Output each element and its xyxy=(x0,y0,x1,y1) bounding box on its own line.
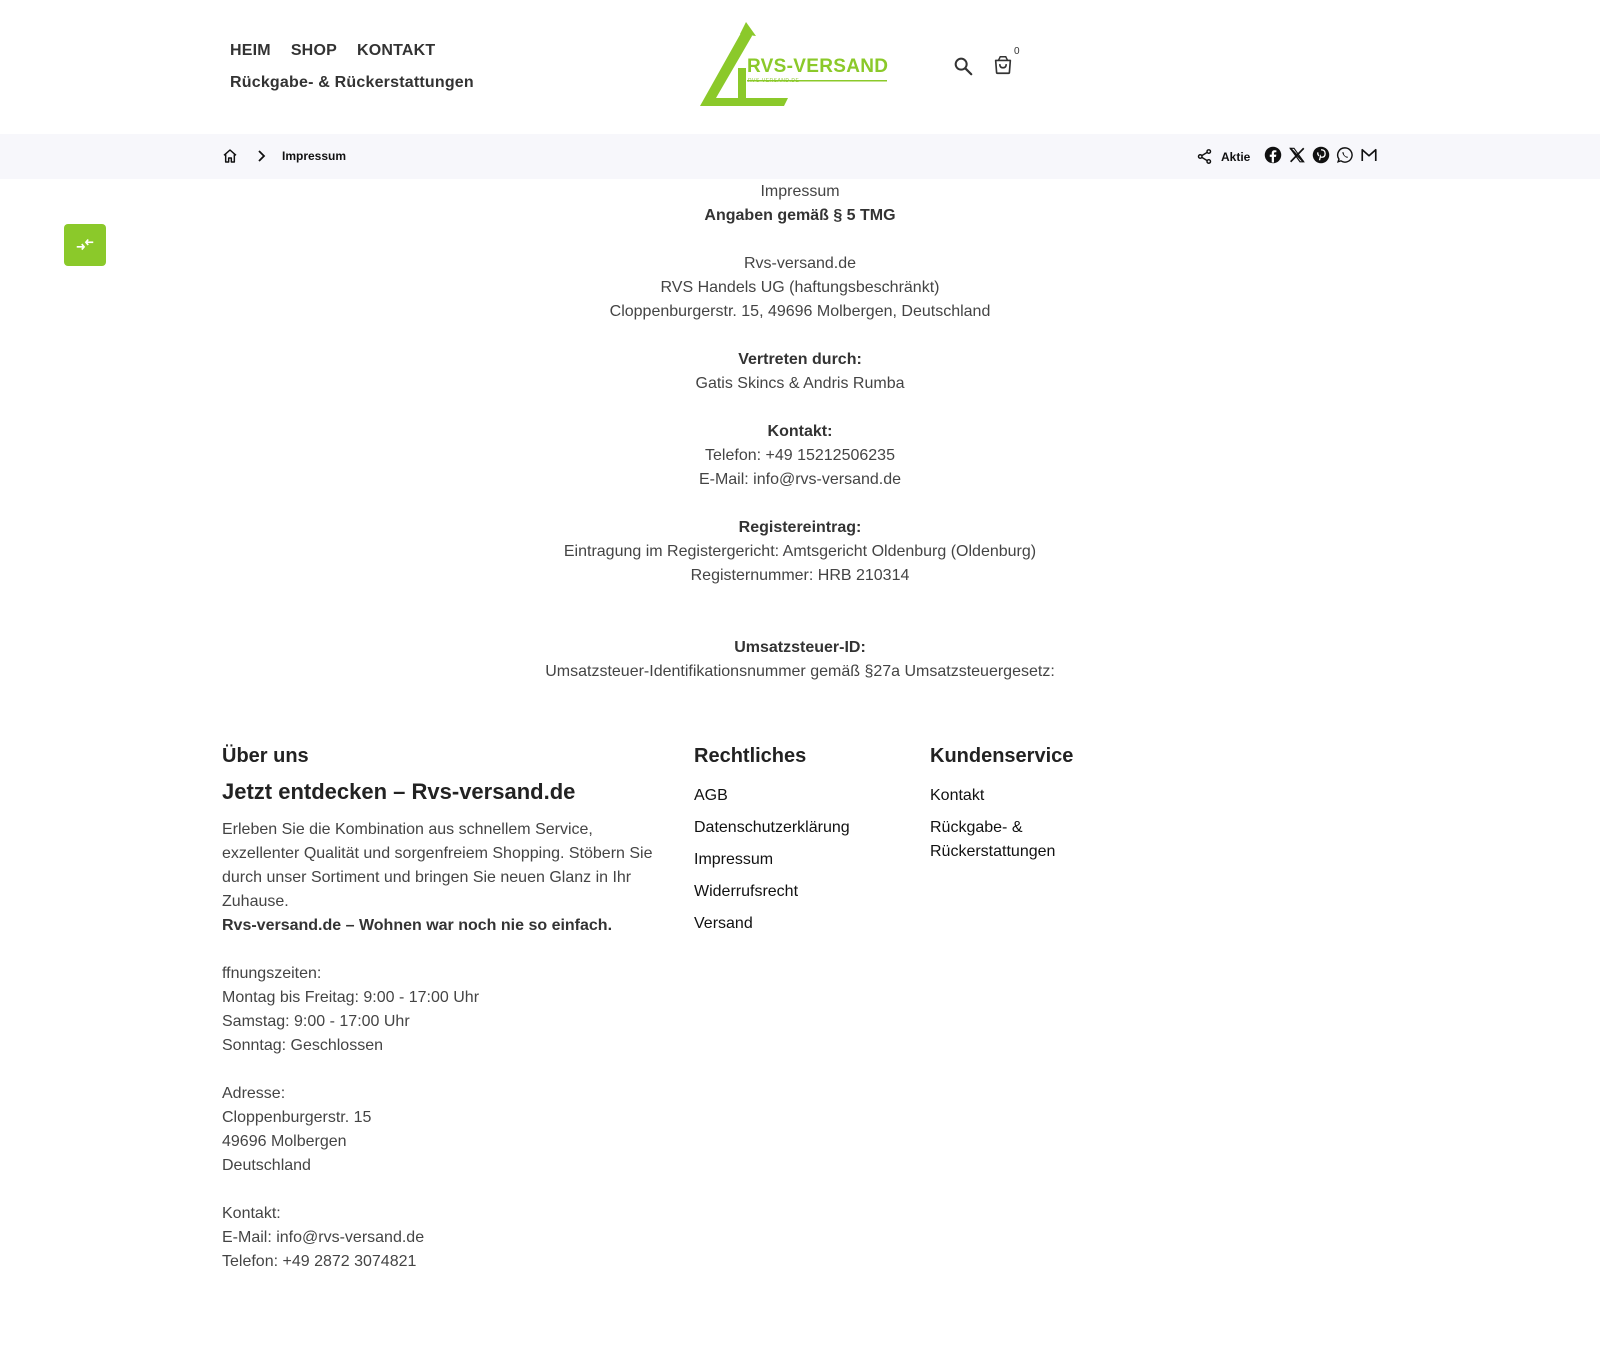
spacer xyxy=(400,324,1200,348)
shopping-bag-icon xyxy=(992,54,1014,76)
nav-link-shop[interactable]: SHOP xyxy=(290,42,337,59)
hours-sunday: Sonntag: Geschlossen xyxy=(222,1037,383,1054)
breadcrumb-home[interactable] xyxy=(222,148,240,166)
breadcrumb-current: Impressum xyxy=(282,149,347,163)
footer-link-datenschutz[interactable]: Datenschutzerklärung xyxy=(694,819,850,836)
site-header xyxy=(0,0,1600,134)
cart-count-badge: 0 xyxy=(1014,46,1020,57)
hours-weekday: Montag bis Freitag: 9:00 - 17:00 Uhr xyxy=(222,989,480,1006)
footer-link-kontakt[interactable]: Kontakt xyxy=(930,787,985,804)
footer-intro: Erleben Sie die Kombination aus schnellem Service, exzellenter Qualität und sorgenfreiem Shopping. Stöbern Sie durch unser Sortiment und bringen Sie neuen Glanz in Ihr Zuhause. xyxy=(222,821,653,910)
site-logo[interactable] xyxy=(700,20,900,110)
x-twitter-icon[interactable] xyxy=(1288,146,1308,166)
search-button[interactable] xyxy=(952,55,974,77)
facebook-icon[interactable] xyxy=(1264,146,1284,166)
register-label: Registereintrag: xyxy=(738,519,862,536)
footer-about-subheading: Jetzt entdecken – Rvs-versand.de xyxy=(222,779,576,804)
footer-legal xyxy=(694,740,914,944)
spacer xyxy=(400,588,1200,612)
spacer xyxy=(400,492,1200,516)
nav-link-kontakt[interactable]: KONTAKT xyxy=(356,42,436,59)
share-icon[interactable] xyxy=(1196,148,1214,166)
register-court: Eintragung im Registergericht: Amtsgericht Oldenburg (Oldenburg) xyxy=(563,543,1037,560)
search-icon xyxy=(952,55,974,77)
hours-label: ffnungszeiten: xyxy=(222,965,322,982)
footer-link-impressum[interactable]: Impressum xyxy=(694,851,774,868)
footer-contact-phone: Telefon: +49 2872 3074821 xyxy=(222,1253,417,1270)
vat-label: Umsatzsteuer-ID: xyxy=(734,639,866,656)
footer-link-agb[interactable]: AGB xyxy=(694,787,728,804)
whatsapp-icon[interactable] xyxy=(1336,146,1356,166)
page-title: Impressum xyxy=(760,183,840,200)
footer-link-versand[interactable]: Versand xyxy=(694,915,753,932)
footer-link-widerrufsrecht[interactable]: Widerrufsrecht xyxy=(694,883,799,900)
sidebar-toggle-button[interactable] xyxy=(64,224,106,266)
spacer xyxy=(222,938,662,962)
address-country: Deutschland xyxy=(222,1157,311,1174)
footer-about xyxy=(222,740,662,1274)
breadcrumb xyxy=(0,134,1600,179)
chevron-right-icon xyxy=(256,149,268,163)
compress-arrows-icon xyxy=(74,234,96,256)
address-city: 49696 Molbergen xyxy=(222,1133,347,1150)
represented-label: Vertreten durch: xyxy=(738,351,862,368)
address-street: Cloppenburgerstr. 15 xyxy=(222,1109,372,1126)
pinterest-icon[interactable] xyxy=(1312,146,1332,166)
company-site: Rvs-versand.de xyxy=(743,255,857,272)
logo-wordmark: RVS-VERSAND xyxy=(747,56,889,77)
spacer xyxy=(222,1178,662,1202)
company-address: Cloppenburgerstr. 15, 49696 Molbergen, Deutschland xyxy=(609,303,991,320)
section-heading-tmg: Angaben gemäß § 5 TMG xyxy=(704,207,896,224)
share-label[interactable]: Aktie xyxy=(1221,150,1251,164)
spacer xyxy=(400,396,1200,420)
logo-subtext: RVS-VERSAND.DE xyxy=(748,78,800,84)
nav-link-returns[interactable]: Rückgabe- & Rückerstattungen xyxy=(230,74,474,91)
footer-about-heading: Über uns xyxy=(222,745,309,767)
hours-saturday: Samstag: 9:00 - 17:00 Uhr xyxy=(222,1013,410,1030)
nav-link-heim[interactable]: HEIM xyxy=(230,42,271,59)
contact-email: E-Mail: info@rvs-versand.de xyxy=(698,471,902,488)
register-number: Registernummer: HRB 210314 xyxy=(690,567,910,584)
address-label: Adresse: xyxy=(222,1085,286,1102)
footer-service-heading: Kundenservice xyxy=(930,745,1074,767)
company-name: RVS Handels UG (haftungsbeschränkt) xyxy=(660,279,940,296)
main-nav xyxy=(230,40,474,94)
vat-text: Umsatzsteuer-Identifikationsnummer gemäß §27a Umsatzsteuergesetz: xyxy=(545,663,1055,680)
contact-label: Kontakt: xyxy=(767,423,833,440)
impressum-content xyxy=(400,180,1200,684)
footer-contact-label: Kontakt: xyxy=(222,1205,281,1222)
represented-names: Gatis Skincs & Andris Rumba xyxy=(695,375,905,392)
footer-service xyxy=(930,740,1100,872)
spacer xyxy=(222,1058,662,1082)
footer-legal-heading: Rechtliches xyxy=(694,745,807,767)
footer-contact-email: E-Mail: info@rvs-versand.de xyxy=(222,1229,425,1246)
footer-slogan: Rvs-versand.de – Wohnen war noch nie so einfach. xyxy=(222,917,613,934)
mail-icon[interactable] xyxy=(1360,146,1380,166)
footer-link-returns[interactable]: Rückgabe- & Rückerstattungen xyxy=(930,819,1056,860)
spacer xyxy=(400,612,1200,636)
home-icon xyxy=(222,148,238,164)
cart-button[interactable] xyxy=(992,54,1016,78)
spacer xyxy=(400,228,1200,252)
contact-phone: Telefon: +49 15212506235 xyxy=(705,447,895,464)
